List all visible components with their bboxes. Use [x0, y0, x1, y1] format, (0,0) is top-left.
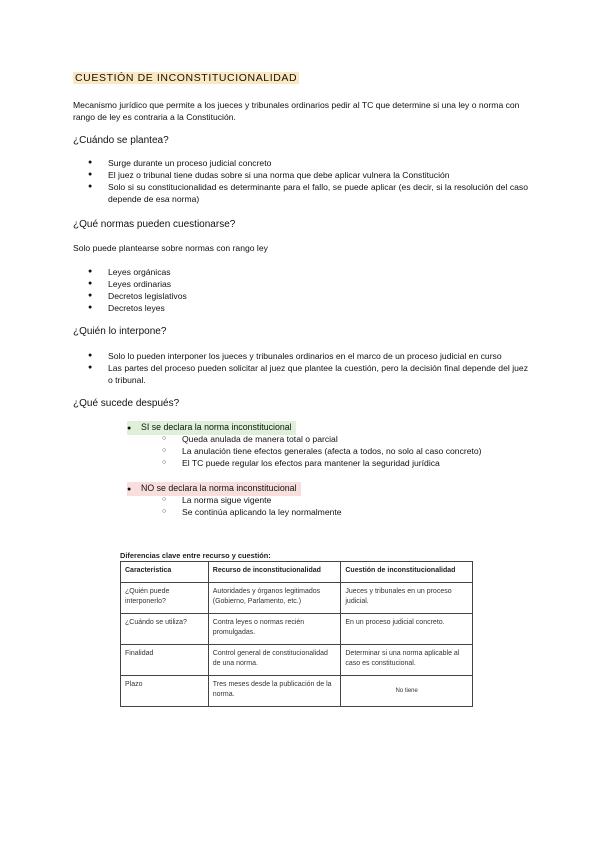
table-cell: En un proceso judicial concreto. — [341, 614, 473, 645]
table-cell: Finalidad — [121, 645, 209, 676]
table-header-cell: Recurso de inconstitucionalidad — [208, 562, 341, 583]
list-item: ● Decretos leyes — [88, 302, 528, 314]
comparison-table — [120, 561, 473, 707]
bullet-dot: ● — [127, 486, 132, 493]
highlight-si-inconstitucional: ● SI se declara la norma inconstitucional — [127, 421, 296, 435]
table-cell: Tres meses desde la publicación de la norma. — [208, 676, 341, 707]
table-row — [121, 645, 473, 676]
list-item: ○ Se continúa aplicando la ley normalmente — [162, 506, 342, 518]
table-cell: No tiene — [341, 676, 473, 707]
table-cell: Contra leyes o normas recién promulgadas. — [208, 614, 341, 645]
list-item: ● El juez o tribunal tiene dudas sobre si una norma que debe aplicar vulnera la Constitución — [88, 169, 528, 181]
table-header-row — [121, 562, 473, 583]
normas-lead: Solo puede plantearse sobre normas con rango ley — [73, 243, 268, 253]
list-item: ● Solo lo pueden interponer los jueces y tribunales ordinarios en el marco de un proceso judicial en curso — [88, 350, 528, 362]
list-si-consecuencias — [162, 433, 482, 469]
table-row — [121, 676, 473, 707]
table-cell: Autoridades y órganos legitimados (Gobierno, Parlamento, etc.) — [208, 583, 341, 614]
list-item: ● Leyes ordinarias — [88, 278, 528, 290]
table-cell: ¿Cuándo se utiliza? — [121, 614, 209, 645]
list-item: ● Surge durante un proceso judicial concreto — [88, 157, 528, 169]
table-cell: Determinar si una norma aplicable al caso es constitucional. — [341, 645, 473, 676]
list-item: ● Leyes orgánicas — [88, 266, 528, 278]
table-header-cell: Cuestión de inconstitucionalidad — [341, 562, 473, 583]
section-heading-normas: ¿Qué normas pueden cuestionarse? — [73, 219, 236, 230]
list-item: ○ Queda anulada de manera total o parcial — [162, 433, 482, 445]
table-caption: Diferencias clave entre recurso y cuestión: — [120, 551, 271, 560]
list-item: ○ El TC puede regular los efectos para mantener la seguridad jurídica — [162, 457, 482, 469]
list-quien — [88, 350, 528, 386]
list-item: ○ La anulación tiene efectos generales (afecta a todos, no solo al caso concreto) — [162, 445, 482, 457]
list-item: ○ La norma sigue vigente — [162, 494, 342, 506]
table-row — [121, 614, 473, 645]
section-heading-despues: ¿Qué sucede después? — [73, 398, 180, 409]
list-normas — [88, 266, 528, 314]
section-heading-quien: ¿Quién lo interpone? — [73, 326, 167, 337]
list-no-consecuencias — [162, 494, 342, 518]
list-item: ● Decretos legislativos — [88, 290, 528, 302]
list-item: ● Solo si su constitucionalidad es determinante para el fallo, se puede aplicar (es decir, si la resolución del caso depende de esa norma) — [88, 181, 528, 205]
list-item: ● Las partes del proceso pueden solicitar al juez que plantee la cuestión, pero la decisión final depende del juez o tribunal. — [88, 362, 528, 386]
table-row — [121, 583, 473, 614]
intro-paragraph: Mecanismo jurídico que permite a los jueces y tribunales ordinarios pedir al TC que determine si una ley o norma con rango de ley es contraria a la Constitución. — [73, 100, 520, 122]
table-cell: Control general de constitucionalidad de una norma. — [208, 645, 341, 676]
document-title: CUESTIÓN DE INCONSTITUCIONALIDAD — [75, 72, 298, 84]
bullet-dot: ● — [127, 425, 132, 432]
highlight-no-inconstitucional: ● NO se declara la norma inconstitucional — [127, 482, 301, 496]
table-cell: ¿Quién puede interponerlo? — [121, 583, 209, 614]
table-header-cell: Característica — [121, 562, 209, 583]
table-cell: Jueces y tribunales en un proceso judicial. — [341, 583, 473, 614]
list-cuando — [88, 157, 528, 205]
table-cell: Plazo — [121, 676, 209, 707]
section-heading-cuando: ¿Cuándo se plantea? — [73, 135, 169, 146]
